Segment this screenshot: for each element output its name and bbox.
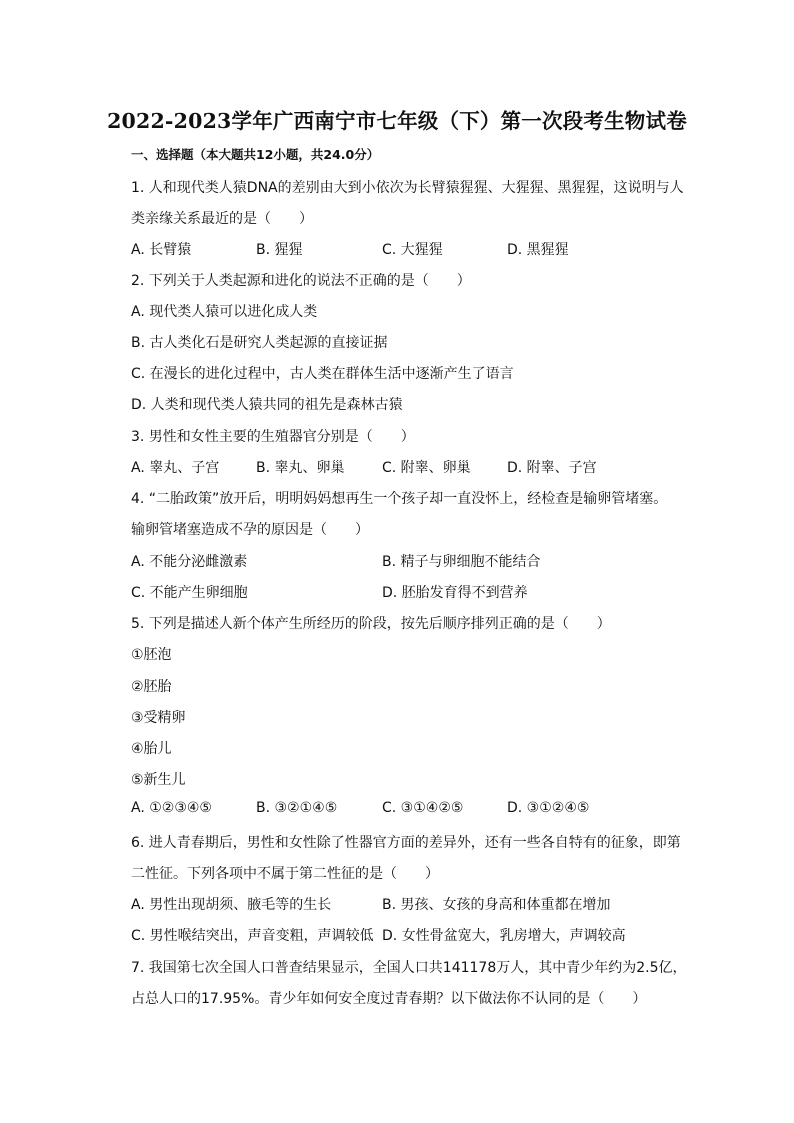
q3-stem: 3. 男性和女性主要的生殖器官分别是（ ） [131, 429, 415, 445]
section-heading: 一、选择题（本大题共12小题，共24.0分） [131, 147, 380, 162]
q4-option-a: A. 不能分泌雌激素 [131, 554, 248, 570]
exam-title: 2022-2023学年广西南宁市七年级（下）第一次段考生物试卷 [107, 109, 687, 133]
q7-stem-line2: 占总人口的17.95%。青少年如何安全度过青春期？以下做法你不认同的是（ ） [131, 991, 647, 1007]
q1-option-c: C. 大猩猩 [382, 242, 443, 258]
q4-option-b: B. 精子与卵细胞不能结合 [382, 554, 541, 570]
q3-option-d: D. 附睾、子宫 [507, 460, 597, 476]
q4-stem-line1: 4. “二胎政策”放开后，明明妈妈想再生一个孩子却一直没怀上，经检查是输卵管堵塞。 [131, 491, 668, 507]
q2-option-c: C. 在漫长的进化过程中，古人类在群体生活中逐渐产生了语言 [131, 366, 514, 382]
q5-stem: 5. 下列是描述人新个体产生所经历的阶段，按先后顺序排列正确的是（ ） [131, 616, 611, 632]
q4-stem-line2: 输卵管堵塞造成不孕的原因是（ ） [131, 522, 369, 538]
q6-option-c: C. 男性喉结突出，声音变粗，声调较低 [131, 928, 374, 944]
q1-option-d: D. 黑猩猩 [507, 242, 569, 258]
q2-option-d: D. 人类和现代类人猿共同的祖先是森林古猿 [131, 397, 403, 413]
q6-stem-line1: 6. 进人青春期后，男性和女性除了性器官方面的差异外，还有一些各自特有的征象，即第 [131, 835, 681, 851]
q2-stem: 2. 下列关于人类起源和进化的说法不正确的是（ ） [131, 273, 471, 289]
q5-option-c: C. ③①④②⑤ [382, 800, 464, 816]
q1-option-a: A. 长臂猿 [131, 242, 192, 258]
q3-option-c: C. 附睾、卵巢 [382, 460, 471, 476]
q6-option-d: D. 女性骨盆宽大，乳房增大，声调较高 [382, 928, 626, 944]
q5-option-d: D. ③①②④⑤ [507, 800, 590, 816]
q5-item: ①胚泡 [131, 647, 172, 663]
q5-option-a: A. ①②③④⑤ [131, 800, 212, 816]
q5-item: ④胎儿 [131, 741, 172, 757]
q5-item: ③受精卵 [131, 710, 186, 726]
q2-option-b: B. 古人类化石是研究人类起源的直接证据 [131, 335, 388, 351]
q3-option-b: B. 睾丸、卵巢 [256, 460, 345, 476]
q1-stem-line2: 类亲缘关系最近的是（ ） [131, 211, 313, 227]
q4-option-d: D. 胚胎发育得不到营养 [382, 585, 528, 601]
q6-option-b: B. 男孩、女孩的身高和体重都在增加 [382, 897, 611, 913]
q2-option-a: A. 现代类人猿可以进化成人类 [131, 304, 318, 320]
q1-stem-line1: 1. 人和现代类人猿DNA的差别由大到小依次为长臂猿猩猩、大猩猩、黑猩猩，这说明与人 [131, 180, 684, 196]
q4-option-c: C. 不能产生卵细胞 [131, 585, 248, 601]
q5-item: ⑤新生儿 [131, 772, 186, 788]
q6-stem-line2: 二性征。下列各项中不属于第二性征的是（ ） [131, 866, 439, 882]
q6-option-a: A. 男性出现胡须、腋毛等的生长 [131, 897, 332, 913]
q5-item: ②胚胎 [131, 679, 172, 695]
q1-option-b: B. 猩猩 [256, 242, 303, 258]
q3-option-a: A. 睾丸、子宫 [131, 460, 220, 476]
q5-option-b: B. ③②①④⑤ [256, 800, 338, 816]
q7-stem-line1: 7. 我国第七次全国人口普查结果显示，全国人口共141178万人，其中青少年约为2.5亿， [131, 960, 687, 976]
